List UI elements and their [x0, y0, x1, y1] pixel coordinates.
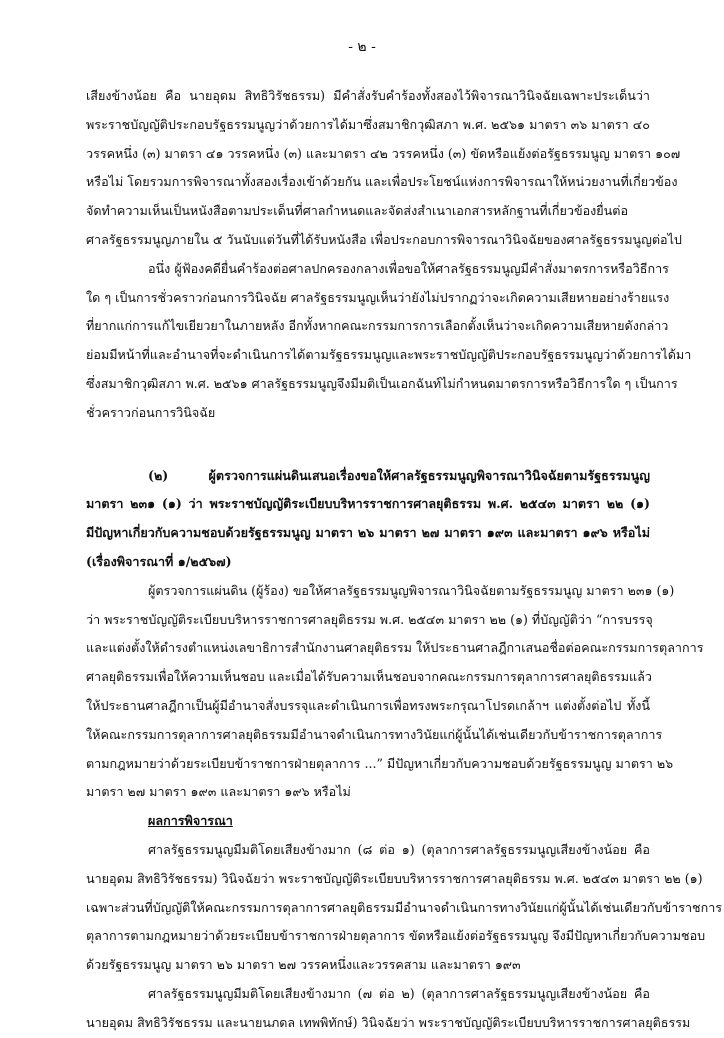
- section-heading: [86, 462, 650, 577]
- text-line: ศาลรัฐธรรมนูญมีมติโดยเสียงข้างมาก (๘ ต่อ ๑) (ตุลาการศาลรัฐธรรมนูญเสียงข้างน้อย คือ: [148, 841, 650, 857]
- text-line: ตุลาการตามกฎหมายว่าด้วยระเบียบข้าราชการฝ่ายตุลาการ ขัดหรือแย้งต่อรัฐธรรมนูญ จึงมีปัญหาเกี่ยวกับความชอบ: [86, 928, 706, 944]
- text-line: ให้คณะกรรมการตุลาการศาลยุติธรรมมีอำนาจดำเนินการทางวินัยแก่ผู้นั้นได้เช่นเดียวกับข้าราชการตุลาการ: [86, 726, 663, 742]
- page-number: - ๒ -: [348, 39, 376, 55]
- text-line: ให้ประธานศาลฎีกาเป็นผู้มีอำนาจสั่งบรรจุและดำเนินการเพื่อทรงพระกรุณาโปรดเกล้าฯ แต่งตั้งต่อไป ทั้งนี้: [86, 697, 650, 713]
- text-line: มาตรา ๒๗ มาตรา ๑๙๓ และมาตรา ๑๙๖ หรือไม่: [86, 784, 351, 800]
- text-line: อนึ่ง ผู้ฟ้องคดียื่นคำร้องต่อศาลปกครองกลางเพื่อขอให้ศาลรัฐธรรมนูญมีคำสั่งมาตรการหรือวิธีการ: [148, 260, 669, 276]
- text-line: ศาลรัฐธรรมนูญภายใน ๕ วันนับแต่วันที่ได้รับหนังสือ เพื่อประกอบการพิจารณาวินิจฉัยของศาลรัฐธรรมนูญต่อไป: [86, 231, 682, 247]
- heading-line: มาตรา ๒๓๑ (๑) ว่า พระราชบัญญัติระเบียบบริหารราชการศาลยุติธรรม พ.ศ. ๒๕๔๓ มาตรา ๒๒ (๑): [86, 496, 650, 512]
- text-line: ด้วยรัฐธรรมนูญ มาตรา ๒๖ มาตรา ๒๗ วรรคหนึ่งและวรรคสาม และมาตรา ๑๙๓: [86, 957, 521, 973]
- text-line: ชั่วคราวก่อนการวินิจฉัย: [86, 404, 216, 420]
- text-line: ตามกฎหมายว่าด้วยระเบียบข้าราชการฝ่ายตุลาการ ...” มีปัญหาเกี่ยวกับความชอบด้วยรัฐธรรมนูญ มาตรา ๒๖: [86, 755, 674, 771]
- result-heading: ผลการพิจารณา: [148, 813, 233, 829]
- text-line: ย่อมมีหน้าที่และอำนาจที่จะดำเนินการได้ตามรัฐธรรมนูญและพระราชบัญญัติประกอบรัฐธรรมนูญว่าด้วยการได้มา: [86, 347, 692, 363]
- text-line: จัดทำความเห็นเป็นหนังสือตามประเด็นที่ศาลกำหนดและจัดส่งสำเนาเอกสารหลักฐานที่เกี่ยวข้องยื่นต่อ: [86, 203, 629, 219]
- paragraph-4: [86, 836, 723, 980]
- text-line: นายอุดม สิทธิวิรัชธรรม) วินิจฉัยว่า พระราชบัญญัติระเบียบบริหารราชการศาลยุติธรรม พ.ศ. ๒๕๔๓ มาตรา ๒๒ (๑): [86, 870, 703, 886]
- result-heading-wrap: [86, 807, 650, 836]
- text-line: พระราชบัญญัติประกอบรัฐธรรมนูญว่าด้วยการได้มาซึ่งสมาชิกวุฒิสภา พ.ศ. ๒๕๖๑ มาตรา ๓๖ มาตรา ๔๐: [86, 116, 650, 132]
- result-heading-line: [86, 807, 650, 836]
- text-line: วรรคหนึ่ง (๓) มาตรา ๔๑ วรรคหนึ่ง (๓) และมาตรา ๔๒ วรรคหนึ่ง (๓) ขัดหรือแย้งต่อรัฐธรรมนูญ มาตรา ๑๐๗: [86, 145, 681, 161]
- text-line: เสียงข้างน้อย คือ นายอุดม สิทธิวิรัชธรรม) มีคำสั่งรับคำร้องทั้งสองไว้พิจารณาวินิจฉัยเฉพาะประเด็นว่า: [86, 88, 650, 103]
- text-line: ซึ่งสมาชิกวุฒิสภา พ.ศ. ๒๕๖๑ ศาลรัฐธรรมนูญจึงมีมติเป็นเอกฉันท์ไม่กำหนดมาตรการหรือวิธีการใด ๆ เป็นการ: [86, 375, 678, 391]
- text-line: ใด ๆ เป็นการชั่วคราวก่อนการวินิจฉัย ศาลรัฐธรรมนูญเห็นว่ายังไม่ปรากฏว่าจะเกิดความเสียหายอย่างร้ายแรง: [86, 289, 670, 305]
- heading-line: มีปัญหาเกี่ยวกับความชอบด้วยรัฐธรรมนูญ มาตรา ๒๖ มาตรา ๒๗ มาตรา ๑๙๓ และมาตรา ๑๙๖ หรือไม่: [86, 525, 650, 541]
- document-body: [86, 82, 723, 1038]
- section-spacer: [86, 428, 650, 462]
- heading-line: (๒) ผู้ตรวจการแผ่นดินเสนอเรื่องขอให้ศาลรัฐธรรมนูญพิจารณาวินิจฉัยตามรัฐธรรมนูญ: [148, 467, 650, 483]
- text-line: นายอุดม สิทธิวิรัชธรรม และนายนภดล เทพพิทักษ์) วินิจฉัยว่า พระราชบัญญัติระเบียบบริหารราชการศาลยุติธรรม: [86, 1014, 691, 1030]
- text-line: ศาลรัฐธรรมนูญมีมติโดยเสียงข้างมาก (๗ ต่อ ๒) (ตุลาการศาลรัฐธรรมนูญเสียงข้างน้อย คือ: [148, 985, 650, 1001]
- text-line: หรือไม่ โดยรวมการพิจารณาทั้งสองเรื่องเข้าด้วยกัน และเพื่อประโยชน์แห่งการพิจารณาให้หน่วยงานที่เกี่ยวข้อง: [86, 174, 678, 190]
- text-line: และแต่งตั้งให้ดำรงตำแหน่งเลขาธิการสำนักงานศาลยุติธรรม ให้ประธานศาลฎีกาเสนอชื่อต่อคณะกรรมการตุลาการ: [86, 640, 704, 656]
- paragraph-5: [86, 980, 691, 1038]
- paragraph-1: [86, 82, 682, 255]
- heading-line: (เรื่องพิจารณาที่ ๑/๒๕๖๗): [86, 553, 232, 569]
- paragraph-2: [86, 255, 692, 428]
- text-line: ที่ยากแก่การแก้ไขเยียวยาในภายหลัง อีกทั้งหากคณะกรรมการการเลือกตั้งเห็นว่าจะเกิดความเสียหายดังกล่าว: [86, 318, 669, 334]
- text-line: ว่า พระราชบัญญัติระเบียบบริหารราชการศาลยุติธรรม พ.ศ. ๒๕๔๓ มาตรา ๒๒ (๑) ที่บัญญัติว่า “การบรรจุ: [86, 611, 653, 627]
- paragraph-3: [86, 577, 704, 807]
- text-line: เฉพาะส่วนที่บัญญัติให้คณะกรรมการตุลาการศาลยุติธรรมมีอำนาจดำเนินการทางวินัยแก่ผู้นั้นได้เช่นเดียวกับข้าราชการ: [86, 899, 723, 915]
- text-line: ผู้ตรวจการแผ่นดิน (ผู้ร้อง) ขอให้ศาลรัฐธรรมนูญพิจารณาวินิจฉัยตามรัฐธรรมนูญ มาตรา ๒๓๑ (๑): [148, 582, 675, 598]
- text-line: ศาลยุติธรรมเพื่อให้ความเห็นชอบ และเมื่อได้รับความเห็นชอบจากคณะกรรมการตุลาการศาลยุติธรรมแล้ว: [86, 669, 652, 685]
